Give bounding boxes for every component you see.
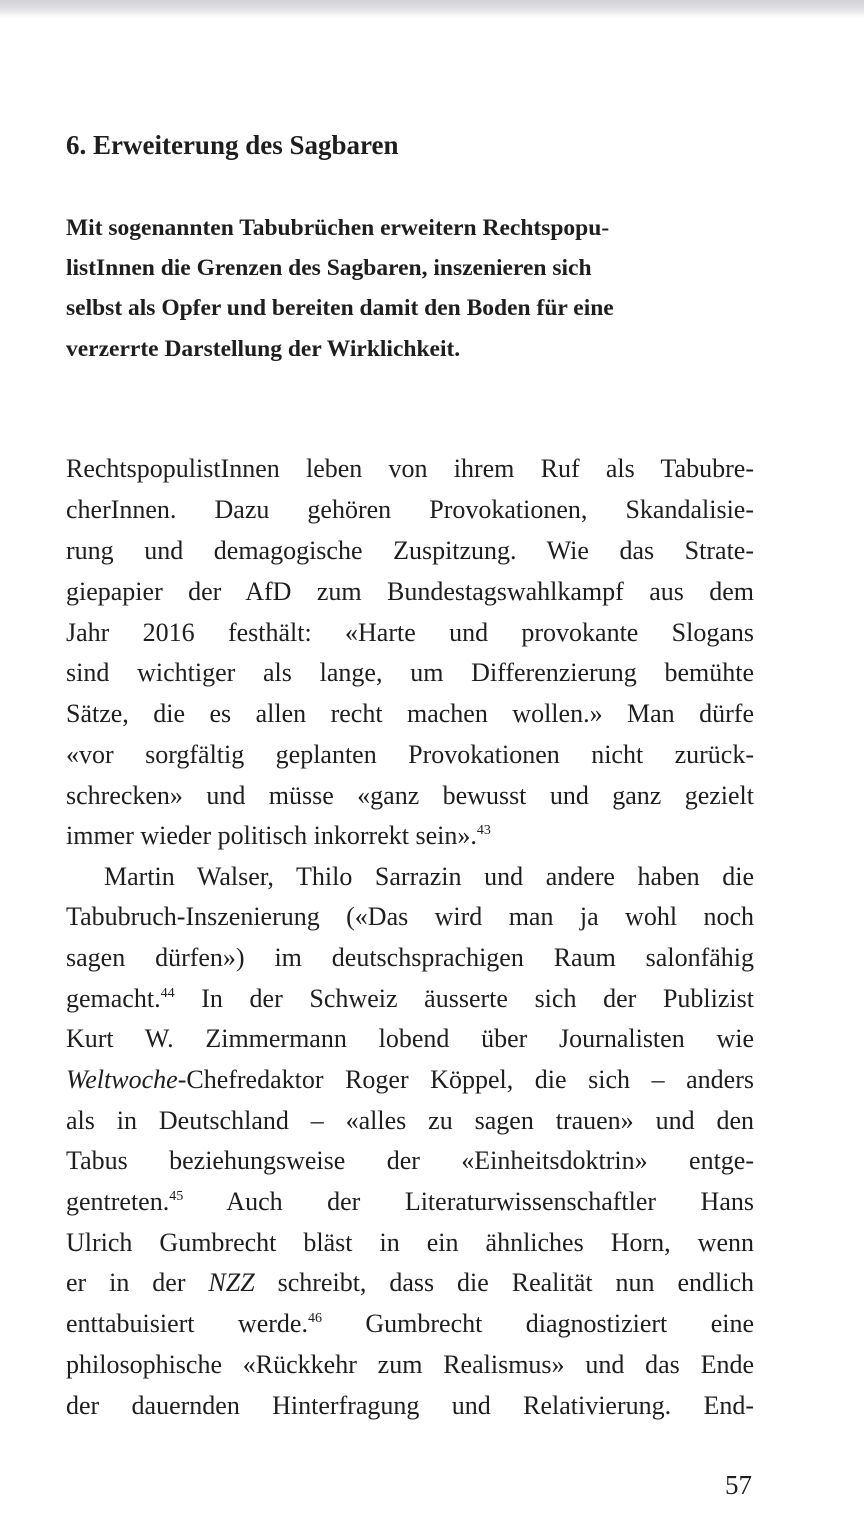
publication-title: NZZ [208,1268,255,1297]
body-line: enttabuisiert werde.$^{46}$ Gumbrecht diagnostiziert eine [66,1309,754,1338]
body-line: giepapier der AfD zum Bundestagswahlkampf aus dem [66,577,754,606]
body-line: sagen dürfen») im deutschsprachigen Raum salonfähig [66,943,754,972]
page-number: 57 [725,1470,752,1500]
body-line: philosophische «Rückkehr zum Realismus» und das Ende [66,1350,754,1379]
top-edge-shadow [0,0,864,18]
body-line: Jahr 2016 festhält: «Harte und provokante Slogans [66,618,754,647]
footnote-marker: 45 [169,1189,184,1204]
body-line: gemacht.$^{44}$ In der Schweiz äusserte sich der Publizist [66,984,754,1013]
body-line: Tabubruch-Inszenierung («Das wird man ja wohl noch [66,902,754,931]
body-line: schrecken» und müsse «ganz bewusst und ganz gezielt [66,781,754,810]
body-line: Weltwoche-Chefredaktor Roger Köppel, die sich – anders [66,1065,754,1094]
body-line: immer wieder politisch inkorrekt sein».$^{43}$ [66,821,491,850]
body-line: rung und demagogische Zuspitzung. Wie das Strate- [66,536,754,565]
lead-line: listInnen die Grenzen des Sagbaren, inszenieren sich [66,255,592,281]
body-line: Martin Walser, Thilo Sarrazin und andere haben die [104,862,754,891]
body-line: Tabus beziehungsweise der «Einheitsdoktrin» entge- [66,1146,754,1175]
body-line: gentreten.$^{45}$ Auch der Literaturwissenschaftler Hans [66,1187,754,1216]
lead-line: selbst als Opfer und bereiten damit den Boden für eine [66,295,614,321]
lead-line: Mit sogenannten Tabubrüchen erweitern Rechtspopu- [66,215,610,241]
footnote-marker: 46 [307,1311,322,1326]
lead-line: verzerrte Darstellung der Wirklichkeit. [66,336,461,362]
body-line: Sätze, die es allen recht machen wollen.» Man dürfe [66,699,754,728]
footnote-marker: 44 [160,986,175,1001]
footnote-marker: 43 [476,823,491,838]
body-line: als in Deutschland – «alles zu sagen trauen» und den [66,1106,754,1135]
body-line: «vor sorgfältig geplanten Provokationen nicht zurück- [66,740,754,769]
body-line: er in der NZZ schreibt, dass die Realität nun endlich [66,1268,754,1297]
body-line: der dauernden Hinterfragung und Relativierung. End- [66,1391,754,1420]
body-line: Kurt W. Zimmermann lobend über Journalisten wie [66,1024,754,1053]
chapter-heading: 6. Erweiterung des Sagbaren [66,130,399,160]
body-line: Ulrich Gumbrecht bläst in ein ähnliches Horn, wenn [66,1228,754,1257]
publication-title: Weltwoche [66,1065,178,1094]
body-line: RechtspopulistInnen leben von ihrem Ruf als Tabubre- [66,454,754,483]
body-line: cherInnen. Dazu gehören Provokationen, Skandalisie- [66,495,754,524]
body-line: sind wichtiger als lange, um Differenzierung bemühte [66,658,754,687]
